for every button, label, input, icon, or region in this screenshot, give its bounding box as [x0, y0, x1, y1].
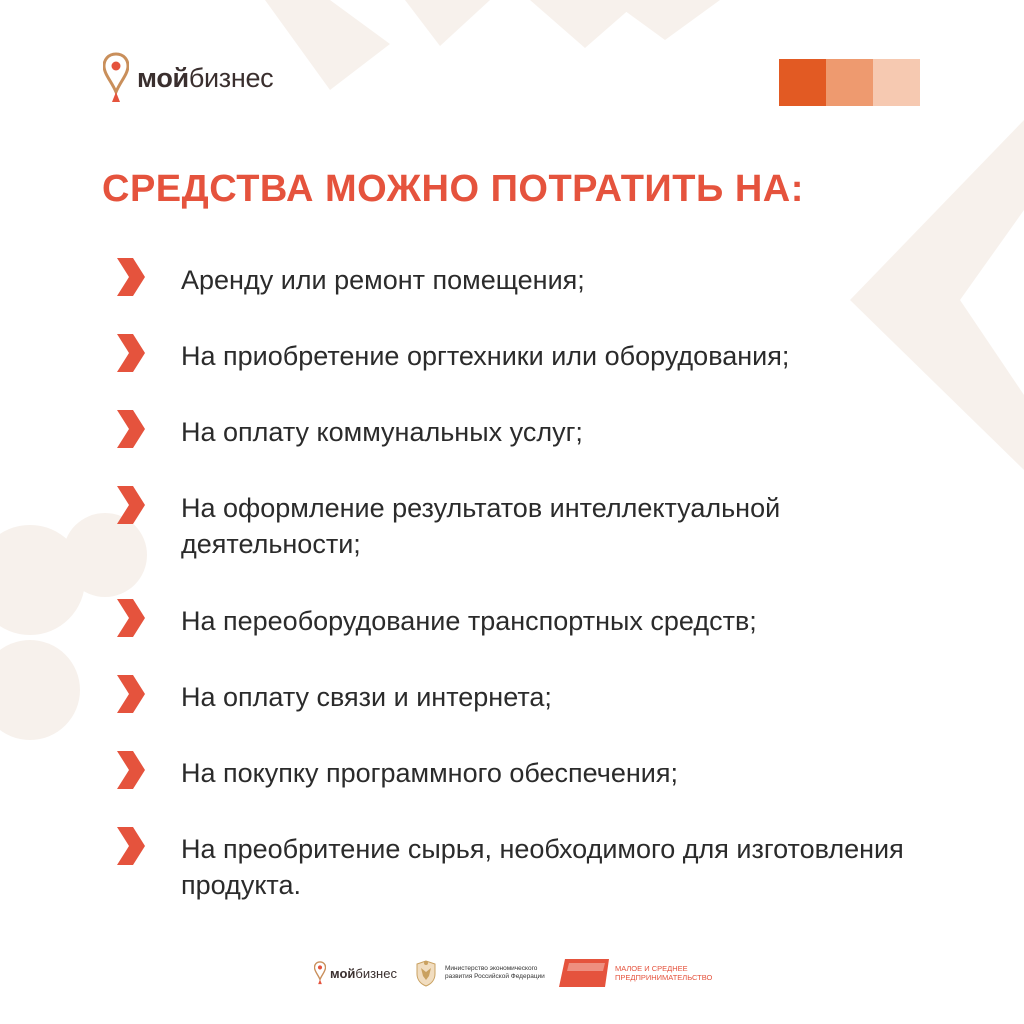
- footer-logo-light: бизнес: [355, 965, 397, 981]
- list-item-text: Аренду или ремонт помещения;: [181, 265, 585, 295]
- chevron-right-icon: [113, 332, 147, 374]
- list-item: [113, 490, 911, 562]
- brand-logo: [103, 52, 273, 104]
- ministry-logo: [413, 958, 545, 988]
- list-item-text: На покупку программного обеспечения;: [181, 758, 678, 788]
- color-squares: [779, 59, 920, 106]
- brand-name-bold: мой: [137, 62, 189, 93]
- chevron-right-icon: [113, 673, 147, 715]
- list-item-text: На оплату связи и интернета;: [181, 682, 552, 712]
- national-project-flag-icon: [559, 957, 611, 989]
- brand-name-light: бизнес: [188, 62, 274, 93]
- square-light: [873, 59, 920, 106]
- list-item-text: На переоборудование транспортных средств;: [181, 606, 757, 636]
- list-item-text: На оплату коммунальных услуг;: [181, 417, 583, 447]
- chevron-right-icon: [113, 597, 147, 639]
- footer-logos: [314, 957, 725, 989]
- list-item: [113, 338, 911, 374]
- msp-logo: [559, 957, 725, 989]
- msp-text: МАЛОЕ И СРЕДНЕЕ ПРЕДПРИНИМАТЕЛЬСТВО: [614, 964, 713, 982]
- footer-logo-bold: мой: [330, 965, 356, 981]
- list-item-text: На преобритение сырья, необходимого для изготовления продукта.: [181, 834, 904, 900]
- location-pin-icon: [314, 961, 326, 985]
- list-item: [113, 603, 911, 639]
- list-item-text: На приобретение оргтехники или оборудования;: [181, 341, 790, 371]
- chevron-right-icon: [113, 825, 147, 867]
- chevron-right-icon: [113, 484, 147, 526]
- square-dark: [779, 59, 826, 106]
- list-item: [113, 679, 911, 715]
- chevron-right-icon: [113, 408, 147, 450]
- list-item: [113, 755, 911, 791]
- list-item-text: На оформление результатов интеллектуальной деятельности;: [181, 493, 781, 559]
- chevron-right-icon: [113, 256, 147, 298]
- coat-of-arms-icon: [413, 958, 439, 988]
- footer-brand-logo: [314, 961, 397, 985]
- ministry-text: Министерство экономического развития Российской Федерации: [444, 965, 545, 980]
- page-title: СРЕДСТВА МОЖНО ПОТРАТИТЬ НА:: [102, 168, 804, 210]
- list-item: [113, 831, 911, 903]
- list-item: [113, 262, 911, 298]
- chevron-right-icon: [113, 749, 147, 791]
- location-pin-icon: [103, 52, 129, 104]
- square-mid: [826, 59, 873, 106]
- list-item: [113, 414, 911, 450]
